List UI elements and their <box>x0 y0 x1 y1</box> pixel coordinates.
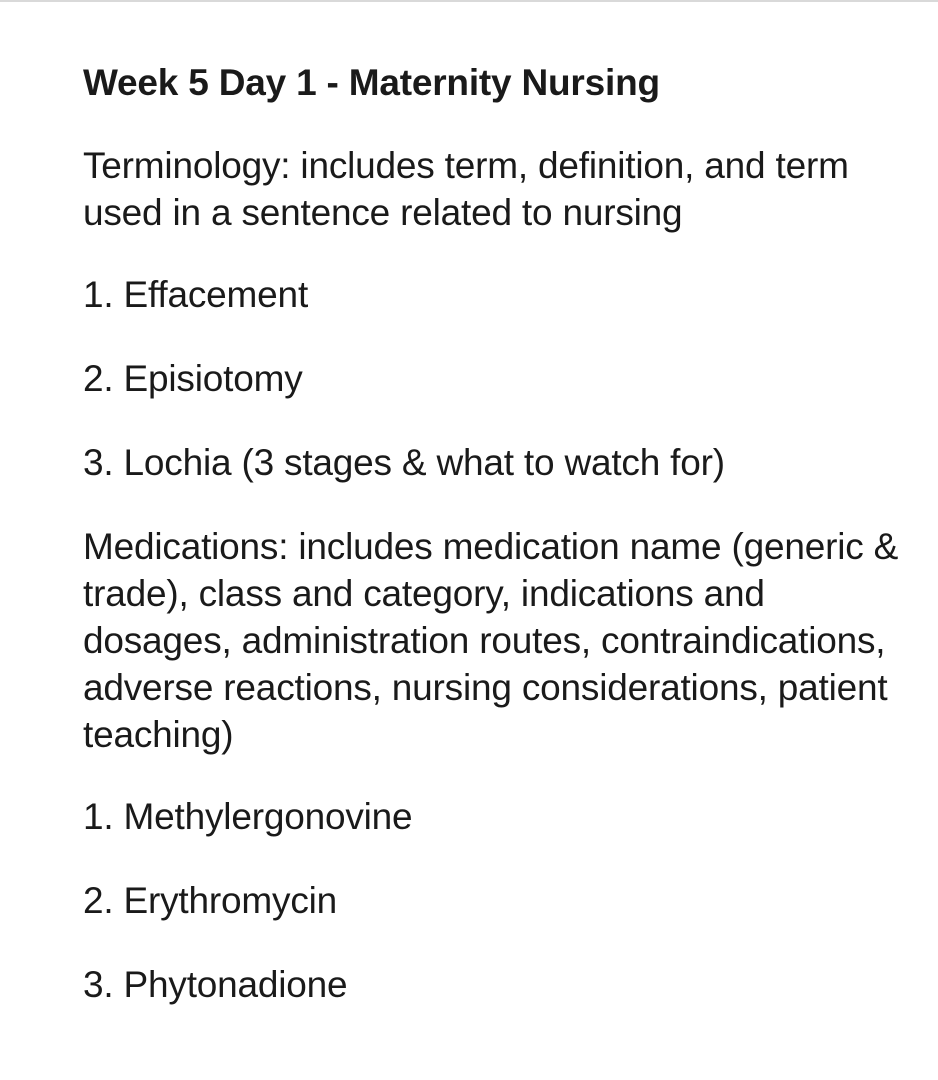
terminology-item: 1. Effacement <box>83 274 309 315</box>
top-divider <box>0 0 938 2</box>
terminology-item: 3. Lochia (3 stages & what to watch for) <box>83 442 725 483</box>
page-title: Week 5 Day 1 - Maternity Nursing <box>83 62 660 103</box>
medications-intro: Medications: includes medication name (generic & trade), class and category, indications and dosages, administration routes, contraindications, adverse reactions, nursing considerations, patient teaching) <box>83 526 899 755</box>
document-body <box>83 58 913 1045</box>
medication-item: 2. Erythromycin <box>83 880 338 921</box>
medication-item: 3. Phytonadione <box>83 964 348 1005</box>
terminology-intro: Terminology: includes term, definition, and term used in a sentence related to nursing <box>83 145 849 233</box>
terminology-item: 2. Episiotomy <box>83 358 303 399</box>
medication-item: 1. Methylergonovine <box>83 796 413 837</box>
